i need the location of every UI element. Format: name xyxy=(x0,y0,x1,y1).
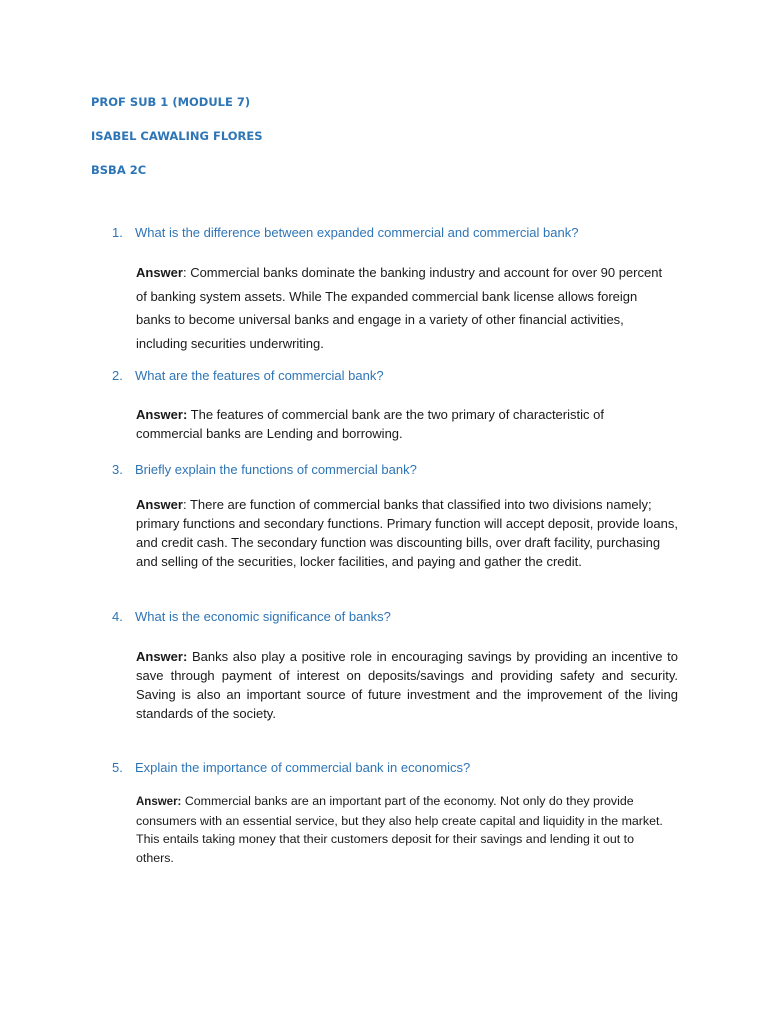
answer-text: : Commercial banks dominate the banking industry and account for over 90 percent of banking system assets. While The expanded commercial bank license allows foreign banks to become universal banks and engage in a variety of other financial activities, including securities underwriting. xyxy=(136,265,663,351)
answer-label: Answer xyxy=(136,497,183,512)
answer-text: : There are function of commercial banks that classified into two divisions namely; primary functions and secondary functions. Primary function will accept deposit, provide loans, and credit cash. The secondary function was discounting bills, over draft facility, purchasing and selling of the securities, locker facilities, and paying and gather the credit. xyxy=(136,497,678,569)
answer-4 xyxy=(136,647,678,723)
question-number: 2. xyxy=(112,368,123,383)
question-1 xyxy=(112,225,578,240)
question-text: What is the economic significance of banks? xyxy=(135,609,391,624)
student-name: ISABEL CAWALING FLORES xyxy=(91,129,263,143)
answer-text: Commercial banks are an important part of the economy. Not only do they provide consumers with an essential service, but they also help create capital and liquidity in the market. This entails taking money that their customers deposit for their savings and lending it out to others. xyxy=(136,794,663,866)
course-heading: PROF SUB 1 (MODULE 7) xyxy=(91,95,251,109)
question-5 xyxy=(112,760,470,775)
answer-3 xyxy=(136,495,681,571)
question-2 xyxy=(112,368,384,383)
answer-2 xyxy=(136,405,641,443)
question-number: 5. xyxy=(112,760,123,775)
question-4 xyxy=(112,609,391,624)
section-heading: BSBA 2C xyxy=(91,163,147,177)
answer-1 xyxy=(136,261,666,355)
answer-label: Answer: xyxy=(136,407,188,422)
answer-text: Banks also play a positive role in encouraging savings by providing an incentive to save through payment of interest on deposits/savings and providing safety and security. Saving is also an important source of future investment and the improvement of the living standards of the society. xyxy=(136,649,678,721)
question-text: What is the difference between expanded commercial and commercial bank? xyxy=(135,225,579,240)
question-number: 1. xyxy=(112,225,123,240)
answer-text: The features of commercial bank are the two primary of characteristic of commercial banks are Lending and borrowing. xyxy=(136,407,604,441)
question-number: 3. xyxy=(112,462,123,477)
answer-label: Answer xyxy=(136,265,183,280)
question-text: Explain the importance of commercial bank in economics? xyxy=(135,760,471,775)
question-text: Briefly explain the functions of commercial bank? xyxy=(135,462,417,477)
question-3 xyxy=(112,462,417,477)
answer-label: Answer: xyxy=(136,649,188,664)
question-number: 4. xyxy=(112,609,123,624)
question-text: What are the features of commercial bank? xyxy=(135,368,384,383)
answer-label: Answer: xyxy=(136,796,182,808)
answer-5 xyxy=(136,792,666,868)
